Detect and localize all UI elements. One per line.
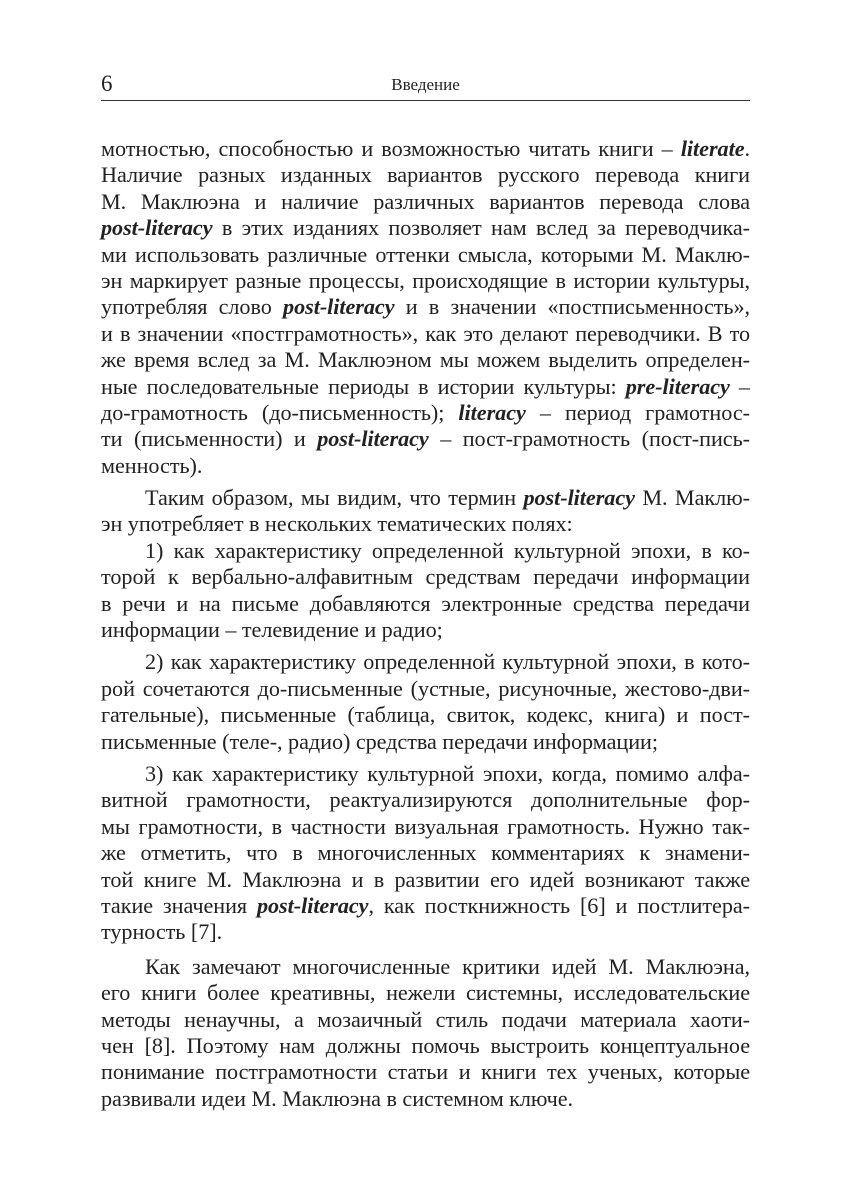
list-item-1 [101,538,750,644]
text-line [101,242,750,268]
text-line [101,980,750,1006]
text-run: мотностью, способностью и возможностью читать книги – [101,136,681,161]
text-run: турность [7]. [101,919,223,945]
text-line [101,1059,750,1085]
text-line [101,136,750,162]
text-line [101,840,750,866]
text-run: – пост-грамотность (пост-пись- [428,426,750,452]
paragraph-1 [101,136,750,479]
text-line [101,453,750,479]
text-run: ми использовать различные оттенки смысла, которыми М. Маклю- [101,241,750,267]
text-line [101,485,750,511]
term-emphasis: post-literacy [317,426,429,452]
text-line [101,347,750,373]
text-line [101,564,750,590]
text-line [101,400,750,426]
text-line [101,426,750,452]
text-line [101,374,750,400]
term-emphasis: literacy [458,399,526,425]
term-emphasis: post-literacy [283,294,395,320]
text-run: 1) как характеристику определенной культурной эпохи, в ко- [145,537,750,563]
text-run: эн маркирует разные процессы, происходящие в истории культуры, [101,267,750,293]
text-line [101,676,750,702]
text-run: Как замечают многочисленные критики идей М. Маклюэна, [145,953,750,979]
text-run: менность). [101,452,203,478]
text-run: М. Маклюэна и наличие различных вариантов перевода слова [101,188,750,214]
text-run: эн употребляет в нескольких тематических полях: [101,511,573,537]
term-emphasis: pre-literacy [625,373,730,399]
text-run: и в значении «постписьменность», [394,294,750,320]
text-run: – [729,373,750,399]
text-run: 3) как характеристику культурной эпохи, когда, помимо алфа- [145,760,750,786]
text-run: употребляя слово [101,294,284,320]
text-run: 2) как характеристику определенной культурной эпохи, в кото- [145,649,750,675]
text-line [101,215,750,241]
text-line [101,814,750,840]
text-run: мы грамотности, в частности визуальная грамотность. Нужно так- [101,813,750,839]
text-run: такие значения [101,892,257,918]
text-line [101,1086,750,1112]
text-line [101,189,750,215]
book-page [101,68,750,1112]
text-line [101,649,750,675]
text-line [101,1007,750,1033]
text-line [101,591,750,617]
term-emphasis: literate [680,136,745,161]
text-run: ные последовательные периоды в истории культуры: [101,373,626,399]
text-run: гательные), письменные (таблица, свиток, кодекс, книга) и пост- [101,702,750,728]
text-run: – период грамотнос- [525,399,750,425]
text-run: развивали идеи М. Маклюэна в системном ключе. [101,1085,574,1111]
text-run: информации – телевидение и радио; [101,617,443,643]
text-line [101,893,750,919]
text-run: , как посткнижность [6] и постлитера- [368,892,751,918]
text-line [101,919,750,945]
text-line [101,867,750,893]
paragraph-2 [101,485,750,538]
text-line [101,702,750,728]
paragraph-3 [101,954,750,1112]
text-run: понимание постграмотности статьи и книги тех ученых, которые [101,1059,750,1085]
text-run: рой сочетаются до-письменные (устные, рисуночные, жестово-дви- [101,675,750,701]
text-line [101,268,750,294]
text-run: в речи и на письме добавляются электронные средства передачи [101,590,750,616]
term-emphasis: post-literacy [256,892,369,918]
text-run: же время вслед за М. Маклюэном мы можем выделить определен- [101,347,750,373]
text-run: той книге М. Маклюэна и в развитии его идей возникают также [101,866,750,892]
text-run: Таким образом, мы видим, что термин [145,485,524,511]
text-line [101,511,750,537]
text-line [101,761,750,787]
text-run: до-грамотность (до-письменность); [101,399,459,425]
text-run: и в значении «постграмотность», как это делают переводчики. В то [101,320,750,346]
text-line [101,954,750,980]
text-run: торой к вербально-алфавитным средствам передачи информации [101,564,750,590]
text-run: письменные (теле-, радио) средства передачи информации; [101,728,658,754]
text-run: . [744,136,750,161]
text-line [101,729,750,755]
text-line [101,1033,750,1059]
text-line [101,162,750,188]
list-item-2 [101,649,750,755]
text-run: его книги более креативны, нежели системны, исследовательские [101,980,750,1006]
body-text [101,136,750,1112]
page-number: 6 [101,71,113,96]
text-line [101,617,750,643]
text-run: чен [8]. Поэтому нам должны помочь выстроить концептуальное [101,1032,750,1058]
text-run: М. Маклю- [634,485,750,511]
text-run: витной грамотности, реактуализируются дополнительные фор- [101,787,750,813]
list-item-3 [101,761,750,946]
text-line [101,294,750,320]
text-run: в этих изданиях позволяет нам вслед за переводчика- [212,215,750,241]
text-line [101,538,750,564]
text-line [101,321,750,347]
text-line [101,787,750,813]
text-run: методы ненаучны, а мозаичный стиль подачи материала хаоти- [101,1006,750,1032]
term-emphasis: post-literacy [523,485,635,511]
section-title: Введение [391,75,460,94]
term-emphasis: post-literacy [101,215,213,241]
text-run: же отметить, что в многочисленных комментариях к знамени- [101,840,750,866]
text-run: ти (письменности) и [101,426,318,452]
text-run: Наличие разных изданных вариантов русского перевода книги [101,162,750,188]
running-header [101,68,750,101]
